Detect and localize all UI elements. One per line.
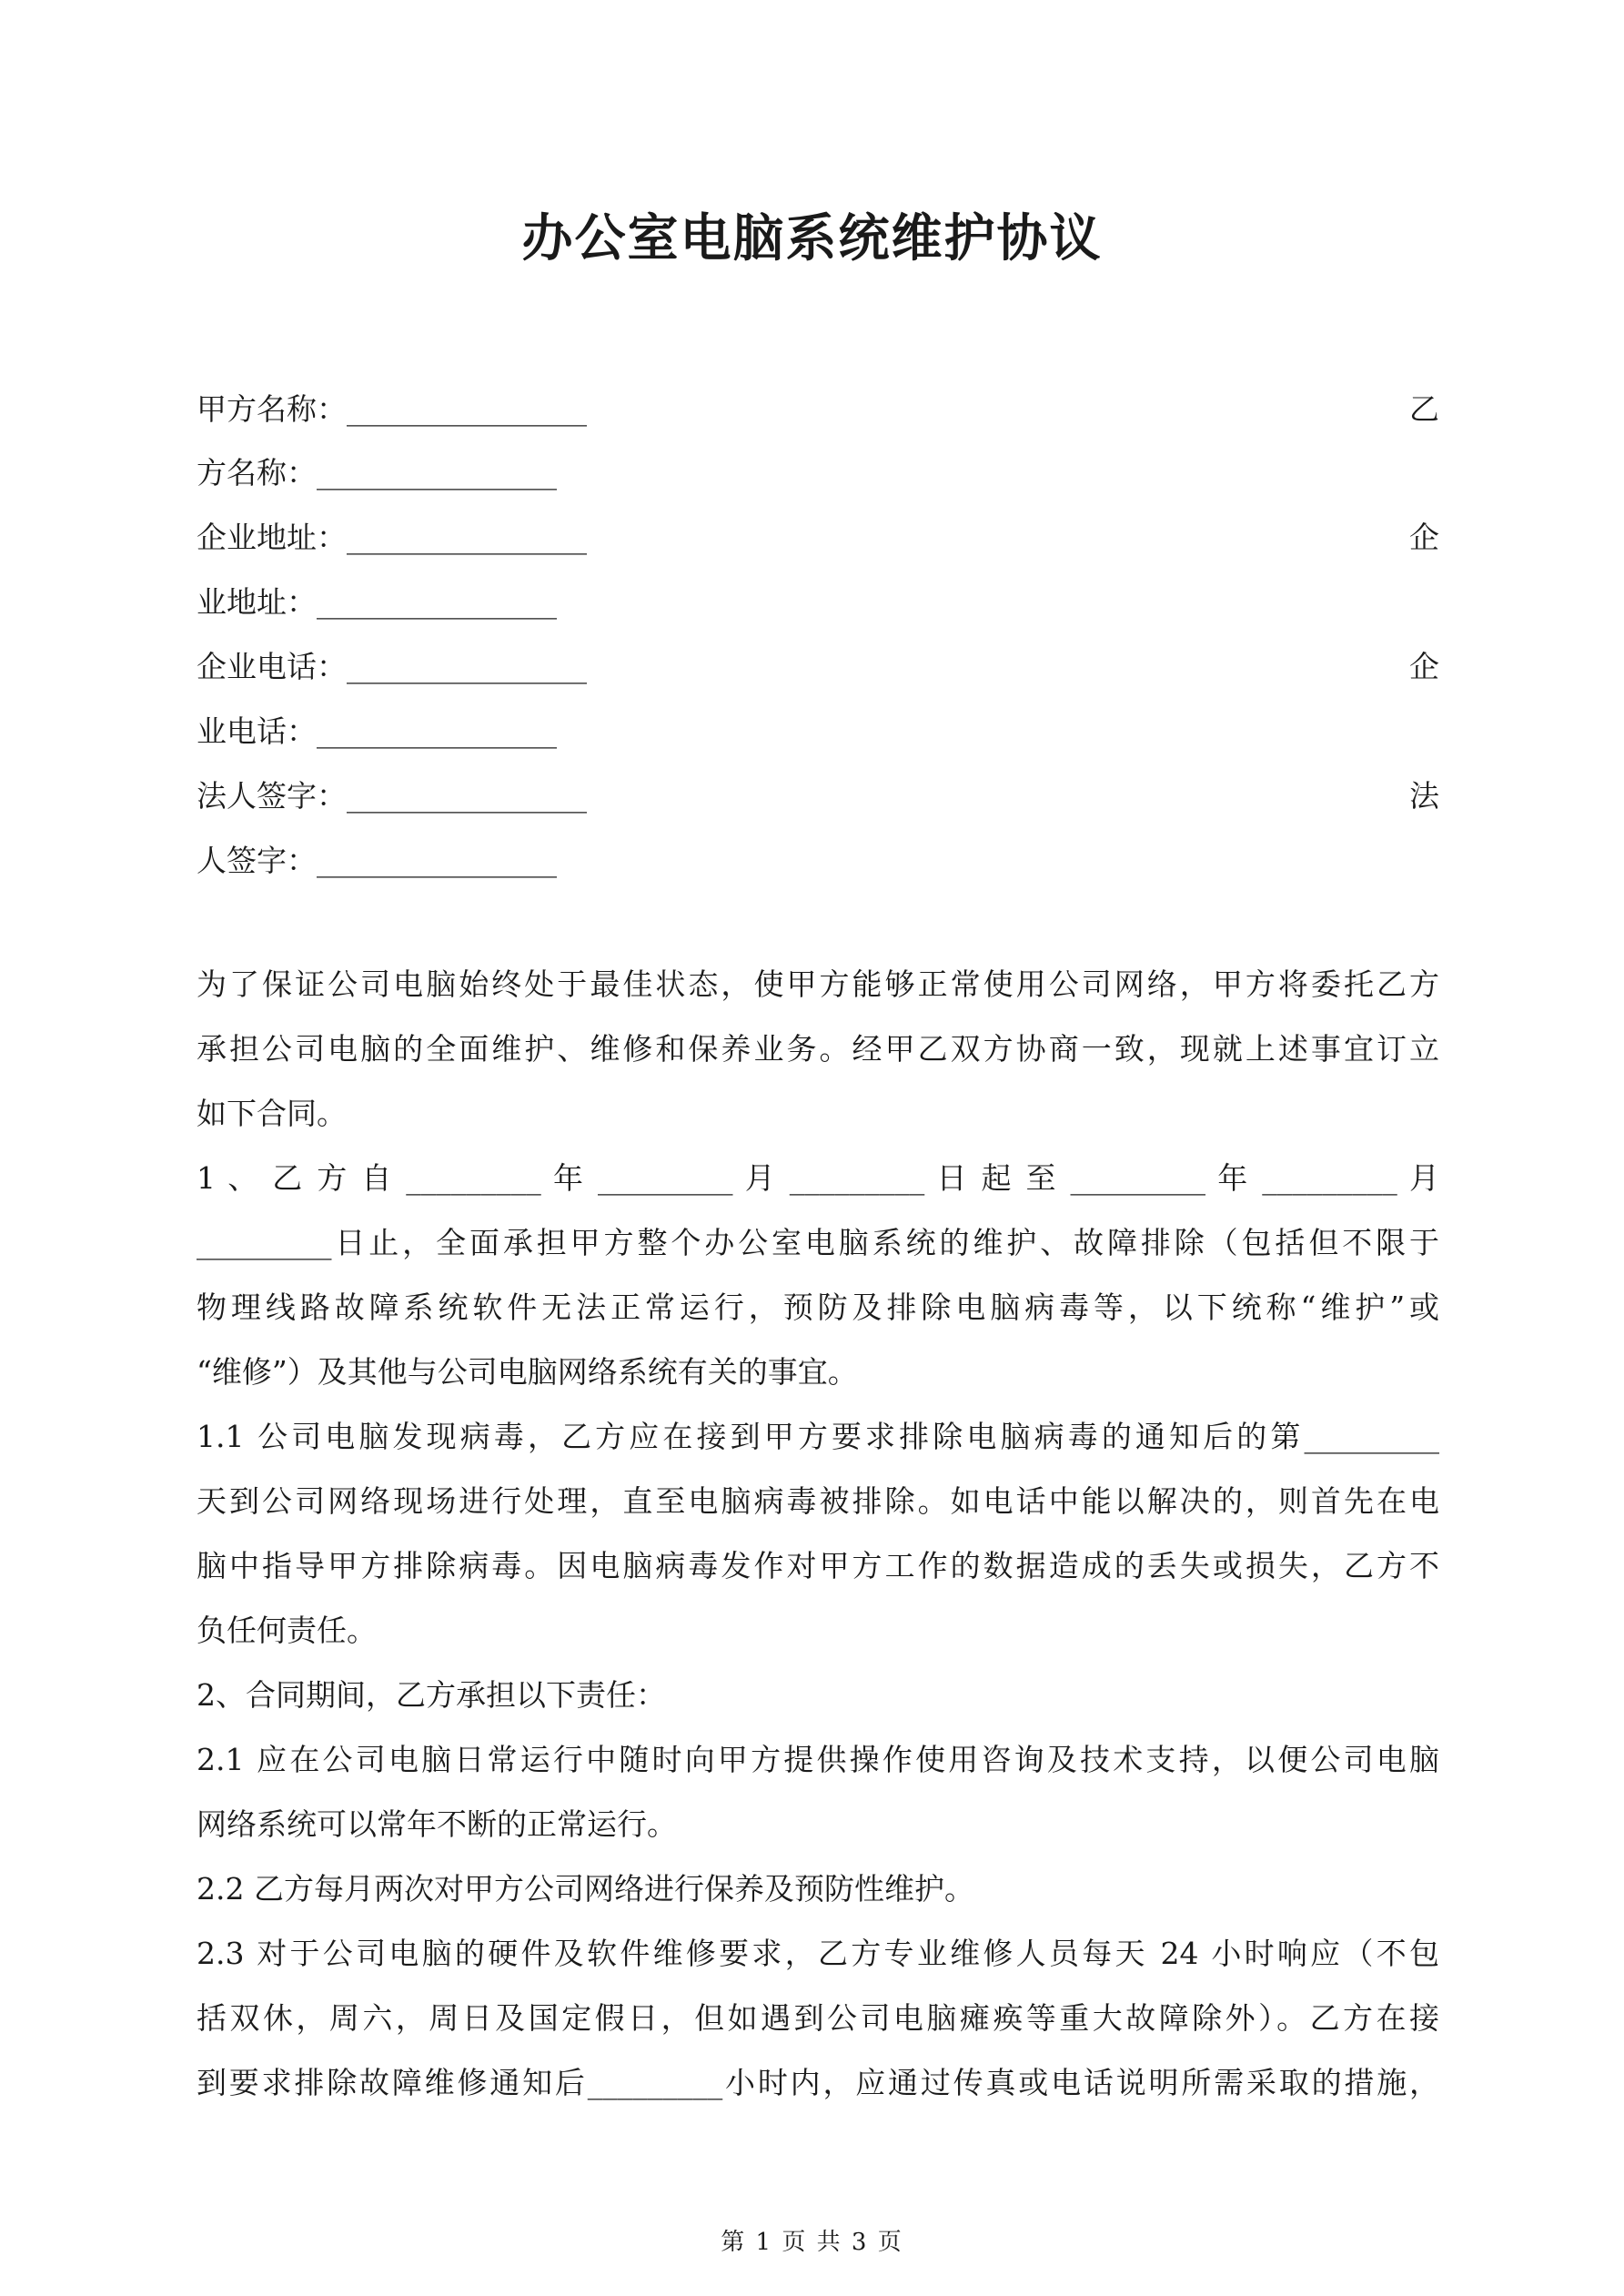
paragraph-line: 天到公司网络现场进行处理，直至电脑病毒被排除。如电话中能以解决的，则首先在电 [197,1483,1439,1519]
party-label: 业地址：________________ [197,584,557,620]
party-label: 企业地址：________________ [197,520,587,555]
paragraph-line: 承担公司电脑的全面维护、维修和保养业务。经甲乙双方协商一致，现就上述事宜订立 [197,1031,1439,1067]
paragraph-line: 2.1 应在公司电脑日常运行中随时向甲方提供操作使用咨询及技术支持，以便公司电脑 [197,1742,1439,1777]
paragraph-line: 网络系统可以常年不断的正常运行。 [197,1806,677,1842]
paragraph-line: “维修”）及其他与公司电脑网络系统有关的事宜。 [197,1354,858,1390]
paragraph-line: 括双休，周六，周日及国定假日，但如遇到公司电脑瘫痪等重大故障除外）。乙方在接 [197,2000,1439,2036]
paragraph-line: 2.3 对于公司电脑的硬件及软件维修要求，乙方专业维修人员每天 24 小时响应（不包 [197,1936,1439,1971]
document-title: 办公室电脑系统维护协议 [521,208,1103,268]
party-label-wrap: 企 [1409,520,1439,555]
paragraph-line: 2.2 乙方每月两次对甲方公司网络进行保养及预防性维护。 [197,1871,974,1907]
party-line [197,704,1439,759]
paragraph-line: 1 、 乙 方 自 _________ 年 _________ 月 _________ 日 起 至 _________ 年 _________ 月 [197,1160,1439,1196]
party-label-wrap: 企 [1409,649,1439,684]
party-label-wrap: 法 [1409,778,1439,814]
paragraph-line: 负任何责任。 [197,1613,377,1648]
party-line [197,834,1439,888]
party-line [197,575,1439,630]
party-line [197,769,1439,824]
party-label: 甲方名称：________________ [197,391,587,427]
party-label: 人签字：________________ [197,843,557,878]
party-line [197,446,1439,501]
paragraph-line: 物理线路故障系统软件无法正常运行，预防及排除电脑病毒等，以下统称“维护”或 [197,1290,1439,1325]
party-line [197,511,1439,565]
party-line [197,640,1439,694]
party-label: 企业电话：________________ [197,649,587,684]
party-label: 方名称：________________ [197,455,557,491]
paragraph-line: 2、合同期间，乙方承担以下责任： [197,1677,666,1713]
party-label: 法人签字：________________ [197,778,587,814]
party-label: 业电话：________________ [197,713,557,749]
page-footer: 第 1 页 共 3 页 [721,2229,903,2256]
paragraph-line: 到要求排除故障维修通知后_________小时内，应通过传真或电话说明所需采取的措施， [197,2065,1439,2100]
paragraph-line: 如下合同。 [197,1096,347,1131]
paragraph-line: _________日止，全面承担甲方整个办公室电脑系统的维护、故障排除（包括但不限于 [197,1225,1439,1260]
paragraph-line: 为了保证公司电脑始终处于最佳状态，使甲方能够正常使用公司网络，甲方将委托乙方 [197,966,1439,1002]
party-label-wrap: 乙 [1409,391,1439,427]
party-line [197,382,1439,437]
paragraph-line: 脑中指导甲方排除病毒。因电脑病毒发作对甲方工作的数据造成的丢失或损失，乙方不 [197,1548,1439,1583]
paragraph-line: 1.1 公司电脑发现病毒，乙方应在接到甲方要求排除电脑病毒的通知后的第_________ [197,1419,1439,1454]
